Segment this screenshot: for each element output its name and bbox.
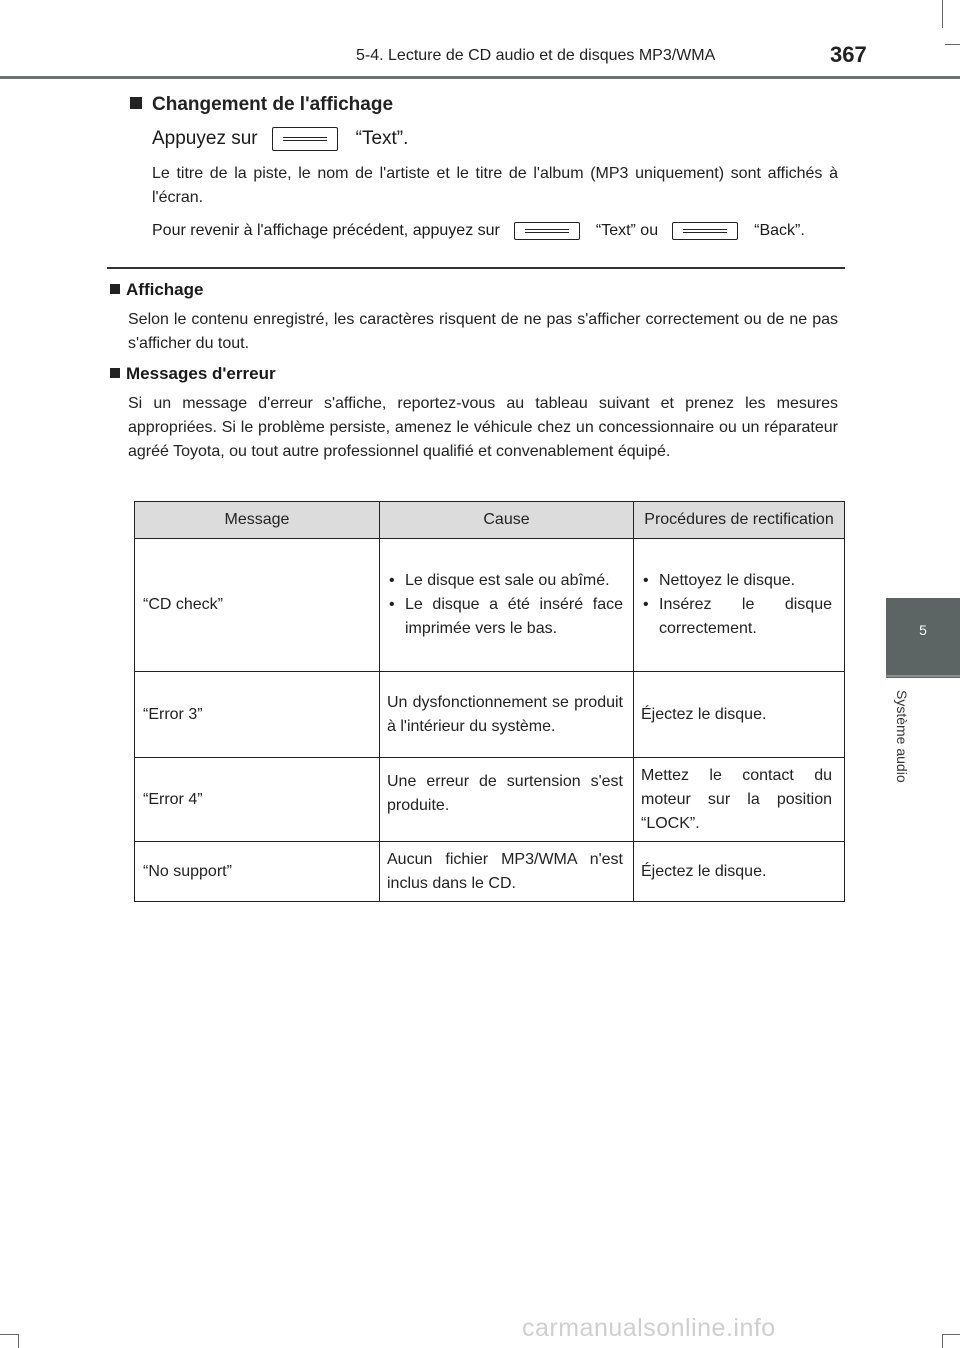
cell-cause: Aucun fichier MP3/WMA n'est inclus dans le CD. (380, 842, 634, 902)
page-number: 367 (830, 42, 867, 67)
return-middle: “Text” ou (595, 222, 659, 240)
cell-cause (380, 539, 634, 672)
column-header-message: Message (135, 502, 380, 539)
crop-mark (942, 0, 943, 28)
column-header-fix: Procédures de rectification (634, 502, 845, 539)
paragraph-text-info: Le titre de la piste, le nom de l'artiste et le titre de l'album (MP3 uniquement) sont affichés à l'écran. (152, 165, 838, 206)
cell-message: “Error 3” (135, 672, 380, 758)
cell-fix: Mettez le contact du moteur sur la position “LOCK”. (634, 758, 845, 842)
paragraph-error-messages: Si un message d'erreur s'affiche, reportez-vous au tableau suivant et prenez les mesures appropriées. Si le problème persiste, amenez le véhicule chez un concessionnaire ou un réparateur agréé Toyota, ou tout autre professionnel qualifié et convenablement équipé. (128, 395, 838, 460)
crop-mark (18, 1334, 19, 1348)
table-header-row (135, 502, 845, 539)
chapter-label-container (894, 690, 918, 810)
cell-message: “Error 4” (135, 758, 380, 842)
fix-list (641, 569, 832, 641)
instruction-press-text (152, 127, 408, 151)
return-suffix: “Back”. (754, 222, 805, 240)
cell-message: “No support” (135, 842, 380, 902)
button-icon (272, 127, 338, 151)
list-item: • Insérez le disque correctement. (641, 593, 832, 641)
square-bullet-icon (110, 368, 120, 378)
square-bullet-icon (110, 284, 120, 294)
cell-fix (634, 539, 845, 672)
instruction-prefix: Appuyez sur (152, 128, 258, 150)
section-heading-affichage (110, 280, 203, 300)
square-bullet-icon (130, 97, 142, 109)
cell-fix: Éjectez le disque. (634, 842, 845, 902)
crop-mark (942, 1334, 943, 1348)
crop-mark (942, 1334, 960, 1335)
section-heading-text: Changement de l'affichage (152, 94, 394, 115)
list-item: • Le disque a été inséré face imprimée vers le bas. (387, 593, 623, 641)
chapter-tab-divider (886, 675, 960, 677)
list-item: • Nettoyez le disque. (641, 569, 832, 593)
button-icon (672, 222, 738, 240)
header-rule (0, 76, 960, 79)
cell-fix: Éjectez le disque. (634, 672, 845, 758)
cell-cause: Un dysfonctionnement se produit à l'intérieur du système. (380, 672, 634, 758)
instruction-suffix: “Text”. (355, 128, 409, 150)
return-prefix: Pour revenir à l'affichage précédent, appuyez sur (152, 222, 500, 240)
cause-list (387, 569, 623, 641)
crop-mark (945, 44, 960, 45)
header-section-title: 5-4. Lecture de CD audio et de disques MP3/WMA (356, 47, 716, 64)
button-icon (514, 222, 580, 240)
chapter-number: 5 (919, 622, 927, 638)
instruction-return (152, 222, 842, 240)
watermark: carmanualsonline.info (522, 1314, 776, 1342)
column-header-cause: Cause (380, 502, 634, 539)
table-row (135, 539, 845, 672)
section-heading-text: Affichage (126, 280, 204, 299)
chapter-label: Système audio (894, 690, 910, 783)
section-heading-text: Messages d'erreur (126, 364, 276, 383)
paragraph-affichage: Selon le contenu enregistré, les caractères risquent de ne pas s'afficher correctement ou de ne pas s'afficher du tout. (128, 311, 838, 352)
crop-mark (0, 1334, 18, 1335)
cell-message: “CD check” (135, 539, 380, 672)
section-heading-error-messages (110, 364, 276, 384)
section-heading-change-display (130, 94, 393, 116)
chapter-tab (886, 598, 960, 678)
table-row (135, 758, 845, 842)
list-item: • Le disque est sale ou abîmé. (387, 569, 623, 593)
table-row (135, 672, 845, 758)
table-row (135, 842, 845, 902)
cell-cause: Une erreur de surtension s'est produite. (380, 758, 634, 842)
section-divider (107, 267, 845, 269)
error-messages-table (134, 501, 845, 902)
